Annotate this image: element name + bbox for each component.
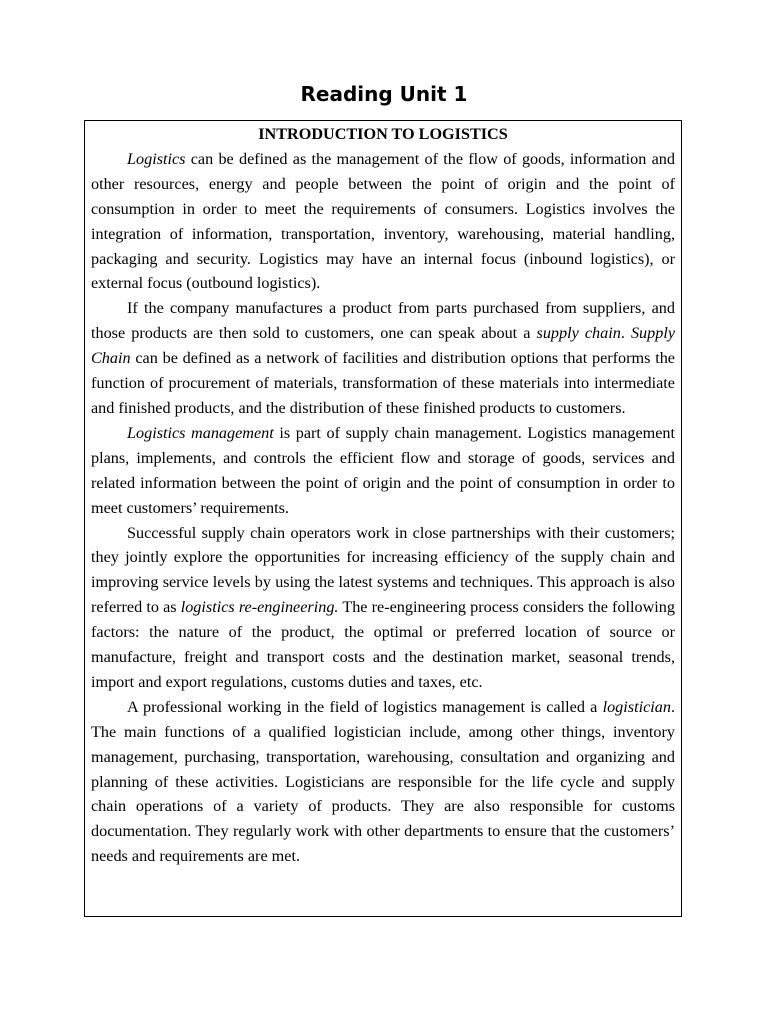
- section-title: INTRODUCTION TO LOGISTICS: [258, 125, 508, 143]
- paragraph-text: Successful supply chain operators work in close partnerships with their customers; they jointly explore the opportunities for increasing efficiency of the supply chain and improving service levels by using the latest systems and techniques. This approach is also referred to as: [91, 523, 675, 617]
- paragraph-text: If the company manufactures a product from parts purchased from suppliers, and those products are then sold to customers, one can speak about a: [91, 299, 675, 343]
- paragraph-text: A professional working in the field of logistics management is called a: [127, 697, 603, 716]
- paragraph-text: is part of supply chain management. Logistics management plans, implements, and controls the efficient flow and storage of goods, services and related information between the point of origin and the point of consumption in order to meet customers’ requirements.: [91, 423, 675, 517]
- paragraph-supply-chain: [91, 296, 675, 421]
- term-logistics: Logistics: [127, 149, 186, 168]
- paragraph-text: . The main functions of a qualified logistician include, among other things, inventory management, purchasing, transportation, warehousing, consultation and organizing and planning of these activities. Logisticians are responsible for the life cycle and supply chain operations of a variety of products. They are also responsible for customs documentation. They regularly work with other departments to ensure that the customers’ needs and requirements are met.: [91, 697, 675, 866]
- paragraph-text: The re-engineering process considers the following factors: the nature of the product, the optimal or preferred location of source or manufacture, freight and transport costs and the destination market, seasonal trends, import and export regulations, customs duties and taxes, etc.: [91, 598, 675, 691]
- term-supply-chain-capitalized: Supply Chain: [91, 324, 676, 368]
- page-title: Reading Unit 1: [300, 82, 468, 106]
- term-logistician: logistician: [602, 697, 671, 716]
- paragraph-text: can be defined as the management of the flow of goods, information and other resources, energy and people between the point of origin and the point of consumption in order to meet the requirements of consumers. Logistics involves the integration of information, transportation, inventory, warehousing, material handling, packaging and security. Logistics may have an internal focus (inbound logistics), or external focus (outbound logistics).: [91, 149, 675, 293]
- paragraph-text: .: [620, 324, 631, 343]
- reading-text-box: [84, 120, 682, 917]
- term-supply-chain: supply chain: [536, 324, 621, 343]
- term-logistics-management: Logistics management: [127, 423, 274, 442]
- paragraph-re-engineering: [91, 521, 675, 695]
- term-logistics-re-engineering: logistics re-engineering.: [180, 598, 339, 617]
- paragraph-text: can be defined as a network of facilities and distribution options that performs the function of procurement of materials, transformation of these materials into intermediate and finished products, and the distribution of these finished products to customers.: [91, 349, 675, 417]
- paragraph-logistician: [91, 695, 675, 869]
- paragraph-logistics-definition: [91, 147, 675, 296]
- paragraph-logistics-management: [91, 421, 675, 521]
